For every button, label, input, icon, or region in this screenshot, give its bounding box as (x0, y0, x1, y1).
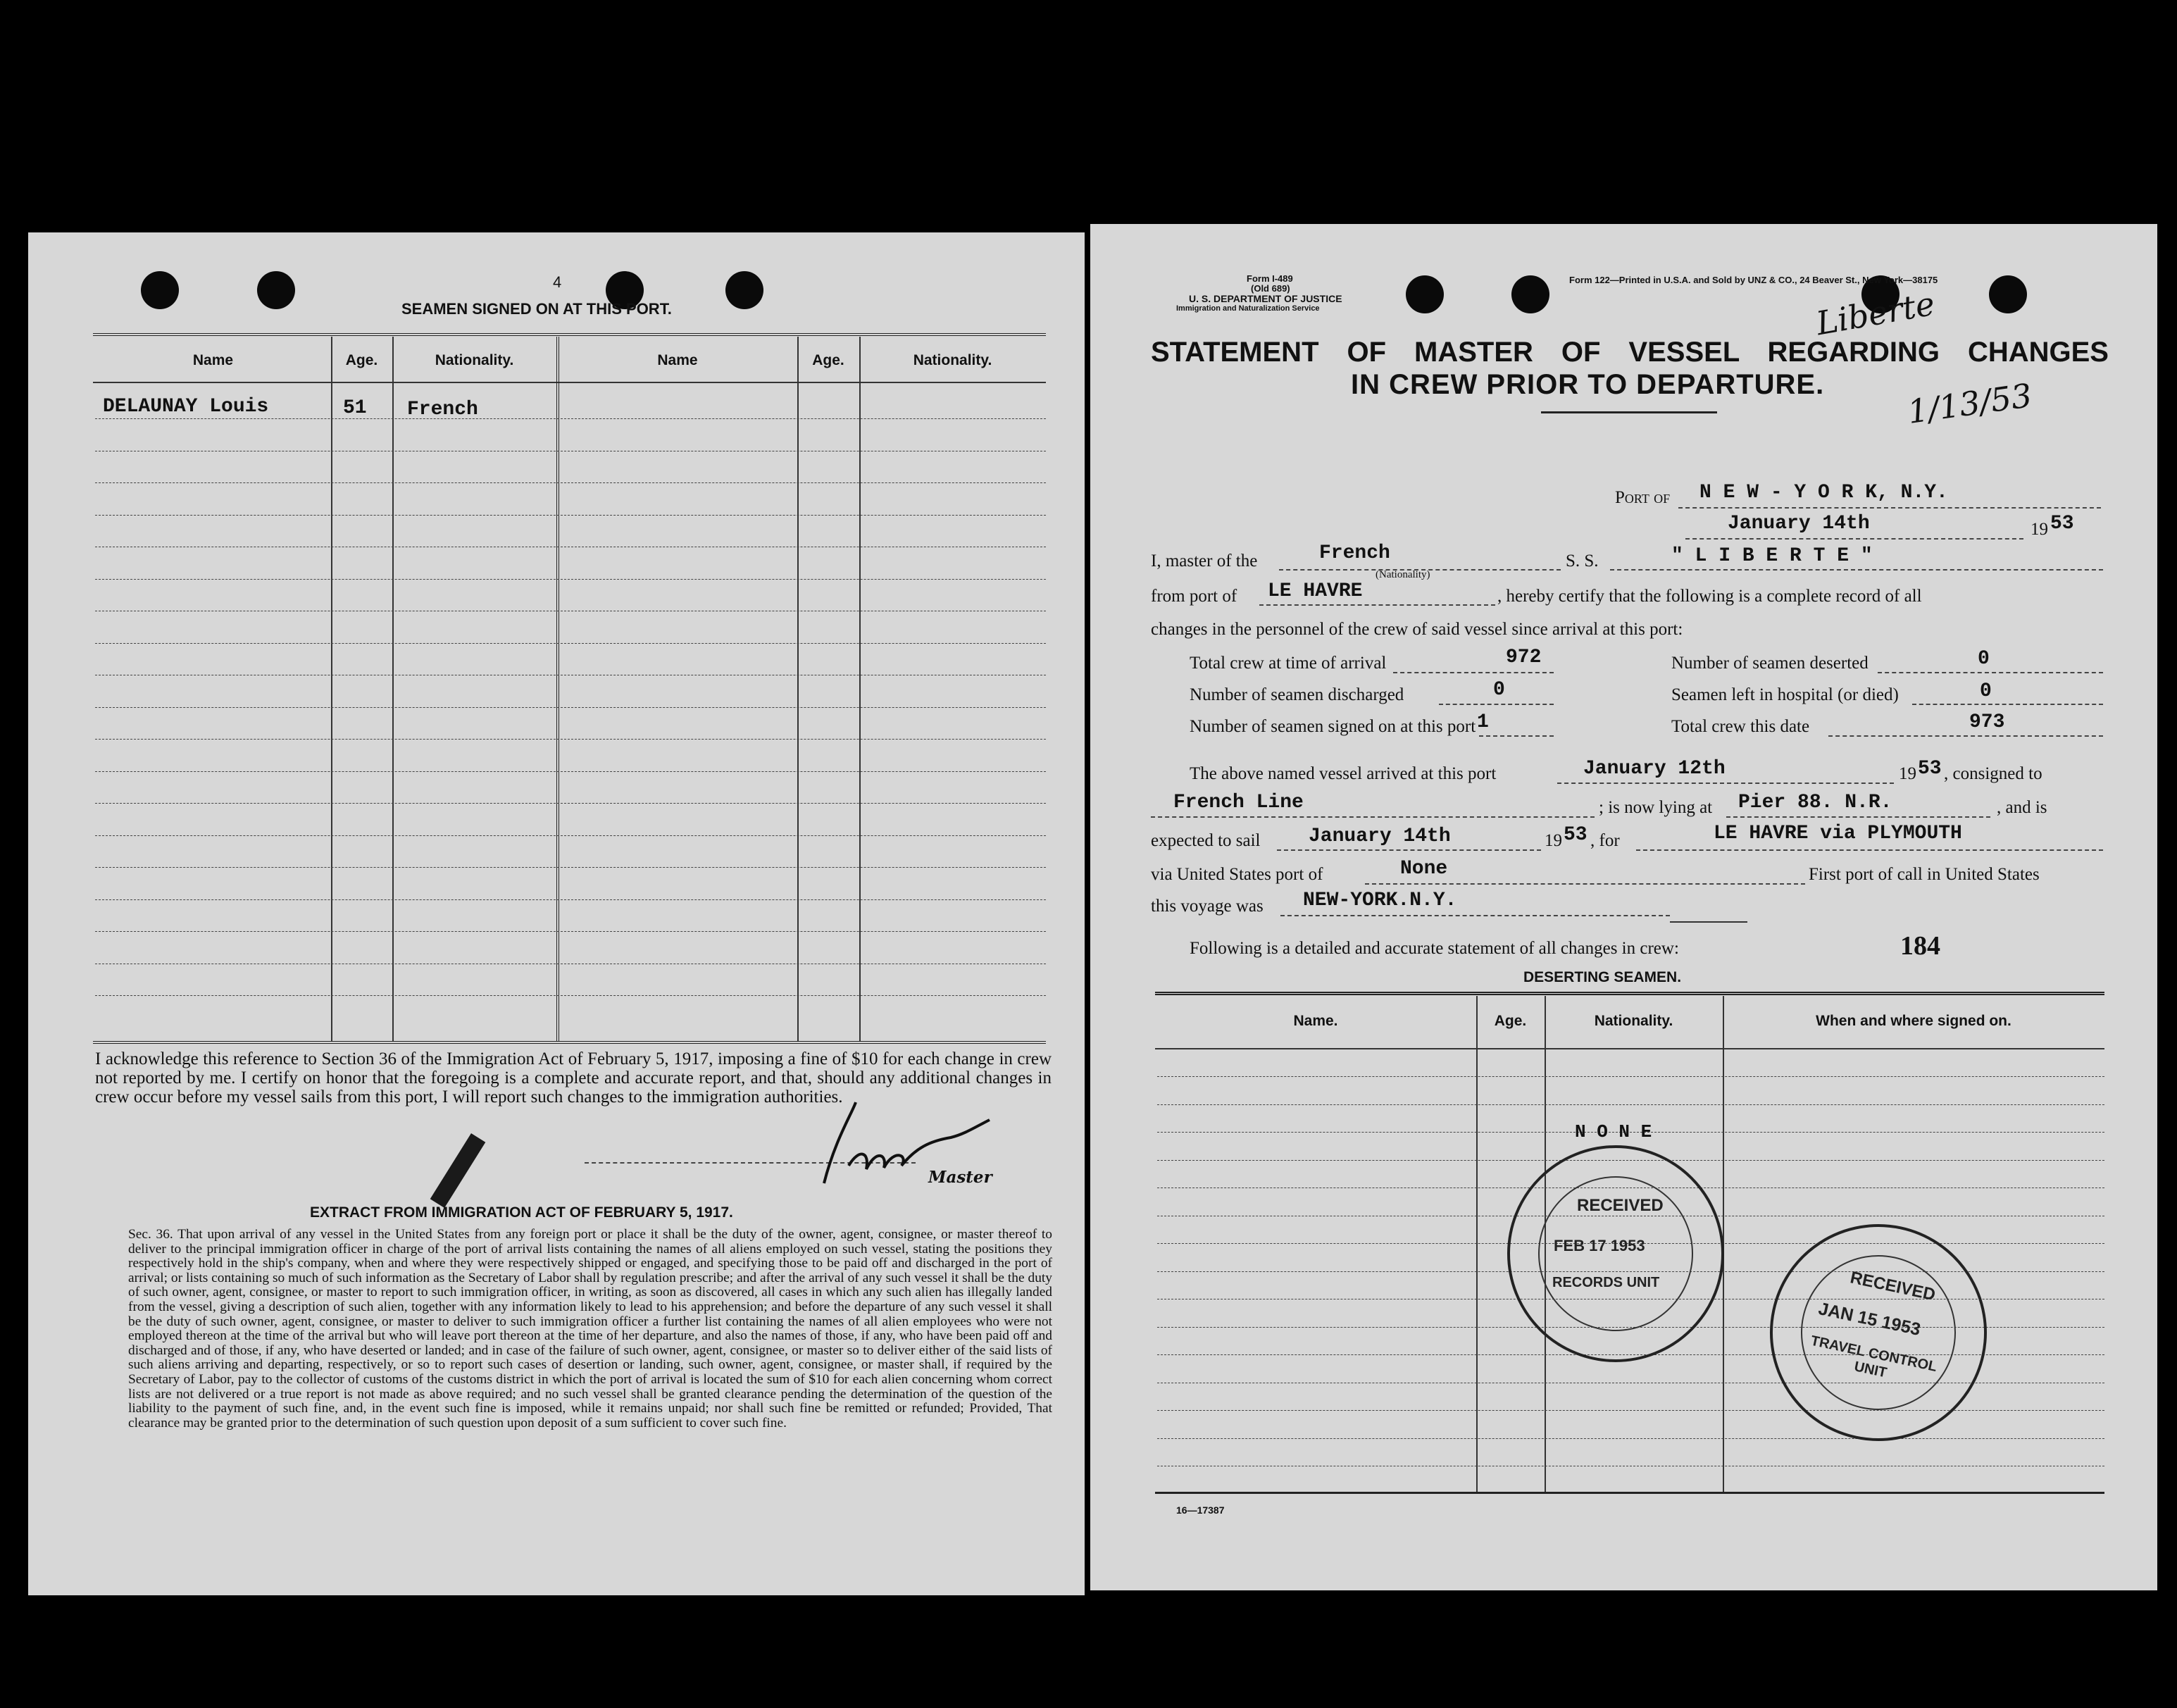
hospital-label: Seamen left in hospital (or died) (1671, 685, 1899, 704)
printer-note: Form 122—Printed in U.S.A. and Sold by UNZ & CO., 24 Beaver St., New York—38175 (1569, 275, 1938, 285)
stamp1-top: RECEIVED (1577, 1196, 1664, 1215)
master-label: Master (928, 1168, 992, 1187)
master-signature (810, 1099, 1021, 1204)
consignee-value: French Line (1173, 792, 1304, 814)
table-row-rule (95, 643, 1046, 644)
for-label: , for (1590, 831, 1620, 850)
expected-label: expected to sail (1151, 831, 1261, 850)
discharged-value: 0 (1493, 679, 1505, 701)
voyage-end-rule (1670, 921, 1747, 923)
via-line (1365, 883, 1805, 885)
total-crew-date-value: 973 (1969, 711, 2005, 733)
column-divider (556, 337, 559, 1041)
extract-text: Sec. 36. That upon arrival of any vessel in the United States from any foreign port or place it shall be the duty of the owner, agent, consignee, or master thereof to deliver to the principal immigration officer in charge of the port of arrival lists containing the names of all aliens employed on such vessel, stating the positions they respectively hold in the ship's company, when and where they were respectively shipped or engaged, and specifying those to be paid off and discharged in the port of arrival; or lists containing so much of such information as the Secretary of Labor shall by regulation prescribe; and after the arrival of any such vessel it shall be the duty of such owner, agent, consignee, or master to report to such immigration officer, in writing, as soon as discovered, all cases in which any such alien has illegally landed from the vessel, giving a description of such alien, together with any information likely to lead to his apprehension; and before the departure of any such vessel it shall be the duty of such owner, agent, consignee, or master to deliver to such immigration officer a further list containing the names of all alien employees who were not employed thereon at the time of the arrival but who will leave port thereon at the time of her departure, and also the names of those, if any, who have been paid off and discharged and of those, if any, who have deserted or landed; and in case of the failure of such owner, agent, consignee, or master so to deliver either of the said lists of such aliens arriving and departing, respectively, or so to report such cases of desertion or landing, such owner, agent, consignee, or master shall, if required by the Secretary of Labor, pay to the collector of customs of the customs district in which the port of arrival is located the sum of $10 for each alien concerning whom correct lists are not delivered or a true report is not made as above required; and no such vessel shall be granted clearance pending the determination of the question of the liability to the payment of such fine, and, in the event such fine is imposed, while it remains unpaid; nor shall such fine be remitted or refunded; Provided, That clearance may be granted prior to the determination of such question upon deposit of a sum sufficient to cover such fine. (128, 1227, 1052, 1430)
table-row-rule (1157, 1438, 2104, 1439)
table-row-rule (95, 482, 1046, 483)
nationality-value: French (1319, 542, 1390, 564)
from-port-value: LE HAVRE (1268, 580, 1363, 602)
table-row-rule (95, 867, 1046, 868)
ss-label: S. S. (1566, 551, 1599, 571)
stat-line (1878, 672, 2103, 673)
date-line (1685, 538, 2023, 540)
punch-hole (1511, 275, 1549, 313)
table-header-rule (1155, 1048, 2104, 1049)
extract-title: EXTRACT FROM IMMIGRATION ACT OF FEBRUARY 5, 1917. (310, 1204, 733, 1221)
punch-hole (1406, 275, 1444, 313)
column-header-age: Age. (345, 352, 378, 368)
acknowledgement-text: I acknowledge this reference to Section 36 of the Immigration Act of February 5, 1917, imposing a fine of $10 for each change in crew not reported by me. I certify on honor that the foregoing is a complete and accurate report, and that, should any additional changes in crew occur before my vessel sails from this port, I will report such changes to the immigration authorities. (95, 1049, 1052, 1107)
voyage-line (1280, 915, 1670, 916)
voyage-value: NEW-YORK.N.Y. (1303, 890, 1457, 911)
department-label: U. S. DEPARTMENT OF JUSTICE (1189, 293, 1342, 304)
certify-text: , hereby certify that the following is a complete record of all (1497, 587, 1922, 606)
page-number: 4 (553, 273, 562, 291)
date-value: January 14th (1728, 513, 1870, 535)
voyage-label: this voyage was (1151, 897, 1264, 916)
table-bottom-rule (1155, 1492, 2104, 1494)
nationality-caption: (Nationality) (1376, 569, 1430, 580)
master-of-label: I, master of the (1151, 551, 1258, 571)
column-header-nationality: Nationality. (1594, 1013, 1673, 1029)
table-row-rule (95, 835, 1046, 836)
punch-hole (257, 271, 295, 309)
left-page (28, 232, 1085, 1595)
consignee-line (1151, 816, 1595, 818)
table-row-rule (95, 803, 1046, 804)
total-crew-arrival-value: 972 (1506, 647, 1542, 668)
column-header-name: Name (657, 352, 698, 368)
from-port-line (1259, 604, 1495, 606)
expected-value: January 14th (1309, 825, 1451, 847)
stamp2-date: JAN 15 1953 (1816, 1298, 1923, 1340)
port-label: Port of (1615, 488, 1671, 507)
expected-year-prefix: 19 (1545, 831, 1562, 850)
table-row-rule (95, 515, 1046, 516)
arrived-year: 53 (1918, 758, 1942, 780)
lying-line (1726, 816, 1990, 818)
table-row-rule (95, 707, 1046, 708)
arrived-year-prefix: 19 (1899, 764, 1916, 783)
and-is-label: , and is (1997, 798, 2047, 817)
table-row-rule (95, 579, 1046, 580)
stat-line (1439, 704, 1554, 705)
arrived-line (1557, 783, 1894, 784)
consigned-label: , consigned to (1944, 764, 2042, 783)
port-line (1678, 507, 2101, 509)
stat-line (1393, 672, 1554, 673)
stamp2-bottom: TRAVEL CONTROL UNIT (1809, 1333, 1939, 1381)
destination-value: LE HAVRE via PLYMOUTH (1714, 823, 1962, 844)
table-top-rule (1155, 992, 2104, 995)
table-row-rule (95, 995, 1046, 996)
form-number: Form I-489 (1247, 273, 1293, 284)
table-row-rule (1157, 1104, 2104, 1105)
hospital-value: 0 (1980, 680, 1992, 702)
stamp1-date: FEB 17 1953 (1554, 1237, 1645, 1254)
total-crew-date-label: Total crew this date (1671, 717, 1810, 736)
column-header-nationality: Nationality. (435, 352, 514, 368)
arrived-label: The above named vessel arrived at this port (1190, 764, 1497, 783)
deserted-label: Number of seamen deserted (1671, 654, 1869, 673)
ship-value: " L I B E R T E " (1671, 545, 1873, 567)
from-port-label: from port of (1151, 587, 1237, 606)
table-row-rule (95, 899, 1046, 900)
crew-age: 51 (343, 397, 367, 419)
expected-year: 53 (1564, 824, 1587, 846)
discharged-label: Number of seamen discharged (1190, 685, 1404, 704)
via-label: via United States port of (1151, 865, 1323, 884)
changes-text: changes in the personnel of the crew of said vessel since arrival at this port: (1151, 620, 1683, 639)
lying-label: ; is now lying at (1599, 798, 1713, 817)
stat-line (1912, 704, 2103, 705)
total-crew-arrival-label: Total crew at time of arrival (1190, 654, 1387, 673)
handwritten-date: 1/13/53 (1905, 375, 2035, 432)
column-header-signed-on: When and where signed on. (1816, 1013, 2011, 1029)
none-entry: N O N E (1575, 1121, 1652, 1142)
column-divider (797, 337, 799, 1041)
table-bottom-rule (93, 1041, 1046, 1044)
via-value: None (1400, 858, 1448, 880)
column-header-age: Age. (812, 352, 844, 368)
punch-hole (141, 271, 179, 309)
old-form-number: (Old 689) (1251, 283, 1290, 294)
expected-line (1277, 849, 1541, 851)
destination-line (1636, 849, 2103, 851)
stat-line (1479, 735, 1554, 737)
stat-line (1828, 735, 2103, 737)
number-184: 184 (1900, 931, 1940, 961)
table-top-rule (93, 333, 1046, 336)
section-title: SEAMEN SIGNED ON AT THIS PORT. (401, 300, 672, 318)
handwritten-ship-name: Liberte (1813, 284, 1938, 343)
form-title-line2: IN CREW PRIOR TO DEPARTURE. (1351, 369, 1825, 400)
deserted-value: 0 (1978, 648, 1990, 670)
table-row-rule (95, 771, 1046, 772)
table-row-rule (1157, 1076, 2104, 1077)
punch-hole (1989, 275, 2027, 313)
year-prefix: 19 (2031, 520, 2048, 539)
column-divider (392, 337, 394, 1041)
table-row-rule (95, 418, 1046, 419)
column-header-name: Name. (1293, 1013, 1338, 1029)
deserting-title: DESERTING SEAMEN. (1523, 969, 1682, 985)
column-divider (331, 337, 332, 1041)
received-stamp-records (1507, 1145, 1724, 1362)
column-divider (859, 337, 861, 1041)
crew-name: DELAUNAY Louis (103, 396, 269, 418)
lying-value: Pier 88. N.R. (1738, 792, 1892, 814)
stamp2-top: RECEIVED (1848, 1268, 1938, 1305)
port-value: N E W - Y O R K, N.Y. (1699, 482, 1948, 504)
column-header-age: Age. (1494, 1013, 1527, 1029)
column-divider (1476, 996, 1478, 1492)
following-label: Following is a detailed and accurate statement of all changes in crew: (1190, 939, 1679, 958)
right-page (1090, 224, 2157, 1590)
form-title-line1: STATEMENT OF MASTER OF VESSEL REGARDING CHANGES (1151, 337, 2109, 368)
footer-code: 16—17387 (1176, 1504, 1225, 1516)
punch-hole (725, 271, 763, 309)
column-header-name: Name (192, 352, 234, 368)
table-row-rule (1157, 1410, 2104, 1411)
table-row-rule (95, 739, 1046, 740)
arrived-value: January 12th (1583, 758, 1726, 780)
ship-line (1610, 569, 2103, 571)
title-underline (1541, 411, 1717, 413)
stamp1-bottom: RECORDS UNIT (1552, 1275, 1660, 1290)
table-row-rule (95, 931, 1046, 932)
diagonal-stamp (430, 1133, 486, 1208)
service-label: Immigration and Naturalization Service (1176, 304, 1320, 313)
column-header-nationality: Nationality. (913, 352, 992, 368)
table-header-rule (93, 382, 1046, 383)
signed-on-value: 1 (1477, 711, 1489, 733)
first-port-label: First port of call in United States (1809, 865, 2040, 884)
signed-on-label: Number of seamen signed on at this port (1190, 717, 1476, 736)
year-value: 53 (2050, 513, 2074, 535)
crew-nationality: French (407, 399, 478, 420)
